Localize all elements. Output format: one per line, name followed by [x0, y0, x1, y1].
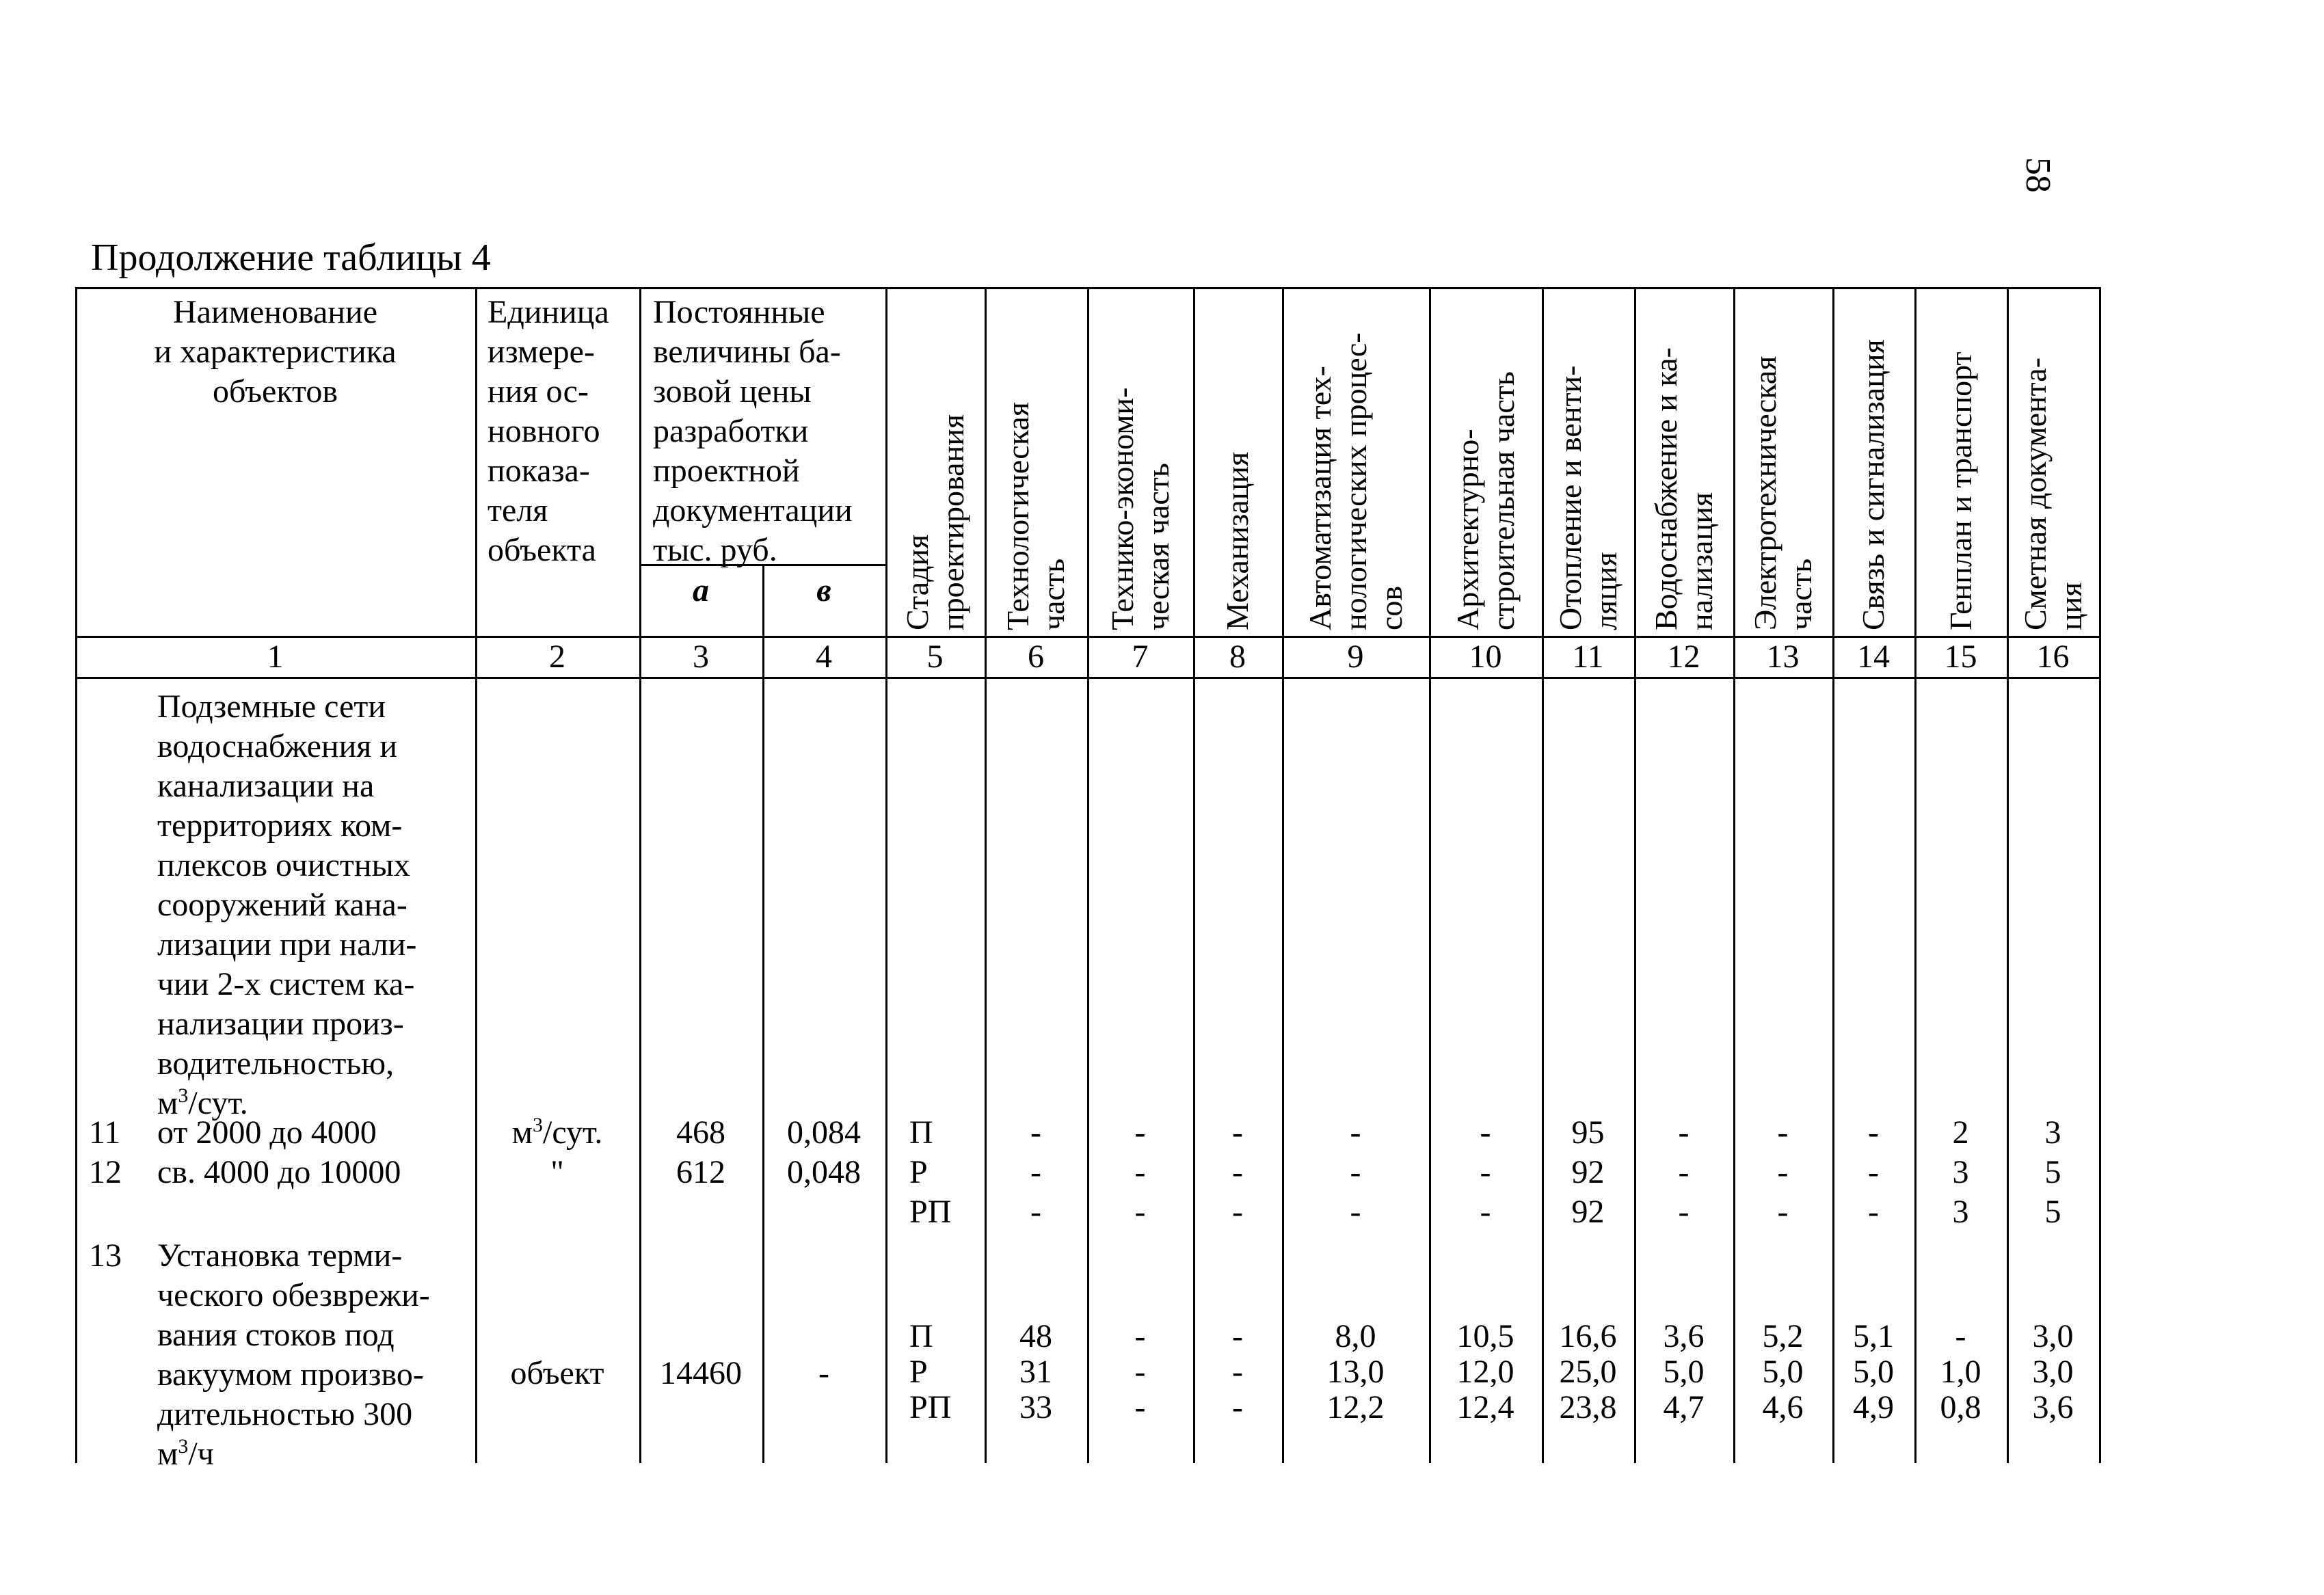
value-col-16: 3,0 — [2032, 1318, 2074, 1354]
value-col-10: 10,5 — [1456, 1318, 1514, 1354]
stage: РП — [909, 1194, 952, 1230]
column-border — [1429, 287, 1431, 1463]
column-number: 5 — [926, 639, 944, 675]
vertical-header-5: Стадия — [899, 534, 935, 630]
value-col-13: - — [1777, 1194, 1789, 1230]
vertical-header-8: Механизация — [1220, 451, 1255, 630]
column-border — [2099, 287, 2101, 1463]
subheader-a: а — [693, 572, 709, 608]
header-unit-column: новного — [487, 413, 600, 449]
value-col-14: 5,0 — [1853, 1354, 1894, 1390]
value-col-15: - — [1955, 1318, 1966, 1354]
column-border — [1087, 287, 1089, 1463]
value-col-10: - — [1480, 1114, 1491, 1151]
value-col-9: 13,0 — [1326, 1354, 1385, 1390]
header-unit-column: показа- — [487, 453, 590, 489]
group-description-line: водительностью, — [157, 1045, 395, 1082]
column-border — [1634, 287, 1636, 1463]
value-col-7: - — [1134, 1389, 1146, 1425]
vertical-header-11: ляция — [1588, 552, 1623, 630]
column-number: 16 — [2036, 639, 2070, 675]
column-border — [1542, 287, 1544, 1463]
value-col-8: - — [1232, 1154, 1243, 1190]
column-number: 3 — [693, 639, 709, 675]
value-col-10: 12,0 — [1456, 1354, 1514, 1390]
column-border — [639, 287, 641, 1463]
row-name: вакуумом произво- — [157, 1356, 424, 1393]
value-col-6: - — [1030, 1194, 1041, 1230]
value-col-9: - — [1350, 1154, 1361, 1190]
vertical-header-6: часть — [1036, 558, 1071, 630]
page-number: 58 — [2018, 157, 2057, 193]
value-col-8: - — [1232, 1194, 1243, 1230]
column-border — [885, 287, 887, 1463]
row-number: 11 — [89, 1114, 121, 1151]
value-col-11: 16,6 — [1559, 1318, 1617, 1354]
row-name: вания стоков под — [157, 1317, 395, 1353]
vertical-header-11: Отопление и венти- — [1552, 365, 1588, 630]
row-name: Установка терми- — [157, 1237, 403, 1274]
vertical-header-13: Электротехническая — [1747, 356, 1782, 630]
value-col-10: - — [1480, 1194, 1491, 1230]
value-a: 14460 — [660, 1355, 742, 1391]
column-number: 4 — [816, 639, 832, 675]
value-col-12: 4,7 — [1663, 1389, 1705, 1425]
value-col-13: 5,0 — [1762, 1354, 1804, 1390]
value-col-8: - — [1232, 1389, 1243, 1425]
value-col-16: 5 — [2044, 1154, 2061, 1190]
column-number: 6 — [1028, 639, 1044, 675]
header-price-column: проектной — [653, 453, 800, 489]
header-name-column: объектов — [212, 373, 338, 410]
value-col-14: - — [1868, 1194, 1879, 1230]
value-col-7: - — [1134, 1114, 1146, 1151]
value-col-15: 3 — [1952, 1194, 1969, 1230]
group-description-line: сооружений кана- — [157, 887, 408, 923]
stage: П — [909, 1318, 933, 1354]
column-border — [1914, 287, 1916, 1463]
column-border — [985, 287, 987, 1463]
value-a: 612 — [676, 1154, 725, 1190]
value-col-7: - — [1134, 1318, 1146, 1354]
value-col-9: 8,0 — [1335, 1318, 1376, 1354]
vertical-header-12: нализация — [1683, 492, 1719, 630]
value-col-10: 12,4 — [1456, 1389, 1514, 1425]
value-col-11: 25,0 — [1559, 1354, 1617, 1390]
value-col-6: 33 — [1019, 1389, 1052, 1425]
stage: Р — [909, 1354, 928, 1390]
value-col-13: - — [1777, 1114, 1789, 1151]
value-col-9: 12,2 — [1326, 1389, 1385, 1425]
row-number: 12 — [89, 1154, 122, 1190]
vertical-header-10: строительная часть — [1485, 371, 1521, 630]
group-description-line: водоснабжения и — [157, 728, 398, 764]
row-number: 13 — [89, 1237, 122, 1274]
value-col-8: - — [1232, 1354, 1243, 1390]
column-number: 2 — [549, 639, 565, 675]
header-price-column: Постоянные — [653, 294, 825, 330]
value-col-9: - — [1350, 1194, 1361, 1230]
column-number: 12 — [1667, 639, 1700, 675]
value-col-15: 0,8 — [1940, 1389, 1981, 1425]
value-col-7: - — [1134, 1354, 1146, 1390]
value-col-16: 3,6 — [2032, 1389, 2074, 1425]
vertical-header-10: Архитектурно- — [1450, 429, 1485, 630]
group-description-unit: $м^3$/сут. — [157, 1084, 248, 1121]
vertical-header-5: проектирования — [935, 414, 970, 630]
column-border — [1832, 287, 1834, 1463]
column-border — [1733, 287, 1735, 1463]
value-col-13: 5,2 — [1762, 1318, 1804, 1354]
value-b: 0,084 — [787, 1114, 861, 1151]
column-number: 14 — [1857, 639, 1890, 675]
value-col-11: 92 — [1571, 1194, 1605, 1230]
value-b: - — [818, 1355, 829, 1391]
value-col-13: - — [1777, 1154, 1789, 1190]
column-border — [75, 287, 77, 1463]
header-name-column: и характеристика — [154, 334, 397, 370]
value-col-12: 3,6 — [1663, 1318, 1705, 1354]
column-number: 10 — [1469, 639, 1502, 675]
vertical-header-16: Сметная документа- — [2017, 357, 2053, 630]
group-description-line: территориях ком- — [157, 807, 403, 844]
value-a: 468 — [676, 1114, 725, 1151]
vertical-header-9: Автоматизация тех- — [1302, 366, 1337, 630]
row-name: дительностью 300 — [157, 1396, 413, 1432]
vertical-header-16: ция — [2053, 582, 2088, 630]
column-number: 8 — [1229, 639, 1246, 675]
stage: Р — [909, 1154, 928, 1190]
value-col-7: - — [1134, 1154, 1146, 1190]
value-col-12: - — [1678, 1194, 1689, 1230]
row-unit: $м^3$/сут. — [511, 1114, 603, 1151]
value-col-16: 3,0 — [2032, 1354, 2074, 1390]
header-price-column: тыс. руб. — [653, 532, 777, 568]
group-description-line: канализации на — [157, 768, 375, 804]
value-col-11: 95 — [1571, 1114, 1605, 1151]
vertical-header-15: Генплан и транспорт — [1942, 351, 1978, 630]
value-col-15: 3 — [1952, 1154, 1969, 1190]
data-table — [75, 287, 2099, 1472]
vertical-header-12: Водоснабжение и ка- — [1648, 347, 1683, 630]
row-name: св. 4000 до 10000 — [157, 1154, 401, 1190]
value-col-6: - — [1030, 1114, 1041, 1151]
column-border — [762, 636, 764, 1463]
header-unit-column: объекта — [487, 532, 596, 568]
value-col-11: 92 — [1571, 1154, 1605, 1190]
value-col-6: 31 — [1019, 1354, 1052, 1390]
value-col-14: 4,9 — [1853, 1389, 1894, 1425]
group-description-line: чии 2-х систем ка- — [157, 966, 415, 1002]
value-col-13: 4,6 — [1762, 1389, 1804, 1425]
value-col-16: 5 — [2044, 1194, 2061, 1230]
value-col-16: 3 — [2044, 1114, 2061, 1151]
value-col-6: - — [1030, 1154, 1041, 1190]
header-price-column: зовой цены — [653, 373, 812, 410]
row-name: от 2000 до 4000 — [157, 1114, 377, 1151]
vertical-header-9: нологических процес- — [1337, 332, 1373, 630]
value-col-12: 5,0 — [1663, 1354, 1705, 1390]
row-name: $м^3/ч$ — [157, 1435, 214, 1472]
value-col-12: - — [1678, 1114, 1689, 1151]
column-number: 9 — [1347, 639, 1364, 675]
vertical-header-13: часть — [1782, 558, 1818, 630]
value-col-14: - — [1868, 1154, 1879, 1190]
value-col-10: - — [1480, 1154, 1491, 1190]
value-col-14: - — [1868, 1114, 1879, 1151]
vertical-header-6: Технологическая — [1000, 402, 1035, 630]
group-description-line: нализации произ- — [157, 1006, 404, 1042]
value-col-15: 2 — [1952, 1114, 1969, 1151]
header-unit-column: измере- — [487, 334, 595, 370]
column-number: 11 — [1572, 639, 1604, 675]
subheader-b: в — [816, 572, 831, 608]
stage: П — [909, 1114, 933, 1151]
header-price-column: величины ба- — [653, 334, 841, 370]
row-unit: " — [550, 1154, 564, 1190]
value-col-6: 48 — [1019, 1318, 1052, 1354]
vertical-header-7: Технико-экономи- — [1104, 387, 1140, 630]
column-border — [1282, 287, 1284, 1463]
column-number: 7 — [1132, 639, 1149, 675]
row-unit: объект — [510, 1355, 604, 1391]
table-continuation-title: Продолжение таблицы 4 — [91, 237, 491, 279]
value-col-9: - — [1350, 1114, 1361, 1151]
header-price-column: документации — [653, 492, 853, 528]
header-unit-column: ния ос- — [487, 373, 589, 410]
group-description-line: Подземные сети — [157, 688, 386, 725]
value-col-7: - — [1134, 1194, 1146, 1230]
value-col-15: 1,0 — [1940, 1354, 1981, 1390]
vertical-header-9: сов — [1373, 585, 1408, 630]
value-col-12: - — [1678, 1154, 1689, 1190]
stage: РП — [909, 1389, 952, 1425]
value-col-11: 23,8 — [1559, 1389, 1617, 1425]
value-col-8: - — [1232, 1114, 1243, 1151]
header-price-column: разработки — [653, 413, 809, 449]
column-border — [1193, 287, 1195, 1463]
header-unit-column: теля — [487, 492, 548, 528]
header-unit-column: Единица — [487, 294, 609, 330]
group-description-line: плексов очистных — [157, 847, 410, 883]
value-col-14: 5,1 — [1853, 1318, 1894, 1354]
row-name: ческого обезврежи- — [157, 1277, 430, 1313]
column-number: 15 — [1944, 639, 1977, 675]
vertical-header-14: Связь и сигнализация — [1856, 339, 1891, 630]
column-number: 1 — [267, 639, 284, 675]
column-border — [475, 287, 477, 1463]
value-col-8: - — [1232, 1318, 1243, 1354]
group-description-line: лизации при нали- — [157, 926, 417, 963]
column-number: 13 — [1766, 639, 1800, 675]
value-b: 0,048 — [787, 1154, 861, 1190]
header-name-column: Наименование — [172, 294, 378, 330]
vertical-header-7: ческая часть — [1140, 463, 1175, 630]
column-border — [2007, 287, 2009, 1463]
